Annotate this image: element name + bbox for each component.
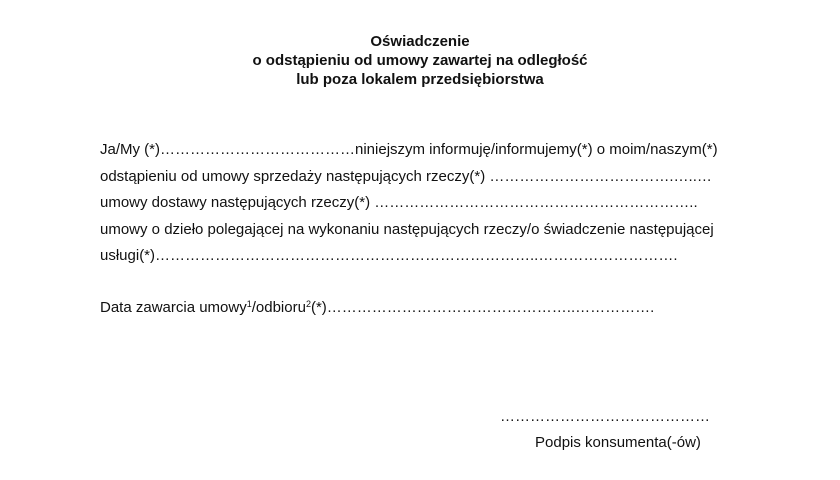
declaration-line-3: umowy dostawy następujących rzeczy(*) ………………………………………………………..: [100, 194, 698, 211]
declaration-body: [100, 137, 760, 270]
declaration-line-4: umowy o dzieło polegającej na wykonaniu następujących rzeczy/o świadczenie następującej: [100, 220, 714, 238]
contract-date-line: [100, 297, 654, 319]
declaration-line-2: odstąpieniu od umowy sprzedaży następujących rzeczy(*) ……………………………….…..…: [100, 167, 712, 185]
signature-label: Podpis konsumenta(-ów): [535, 434, 701, 451]
declaration-line-1: Ja/My (*)…………………………………niniejszym informuję/informujemy(*) o moim/naszym(*): [100, 141, 718, 158]
title-line-2: o odstąpieniu od umowy zawartej na odległość: [252, 52, 588, 69]
contract-date-label: Data zawarcia umowy: [100, 299, 247, 316]
footnote-ref-1: 1: [246, 299, 252, 309]
receipt-date-label: /odbioru: [251, 299, 306, 316]
footnote-ref-2: 2: [305, 299, 311, 309]
declaration-line-5: usługi(*)…………………………………………………………………..……………………….: [100, 247, 678, 264]
title-line-1: Oświadczenie: [370, 33, 470, 50]
date-fill-dots: (*)…………………………………………..…………….: [310, 299, 655, 316]
title-line-3: lub poza lokalem przedsiębiorstwa: [296, 71, 544, 88]
document-title: [0, 32, 840, 89]
signature-line: ……………………………………: [500, 408, 710, 425]
